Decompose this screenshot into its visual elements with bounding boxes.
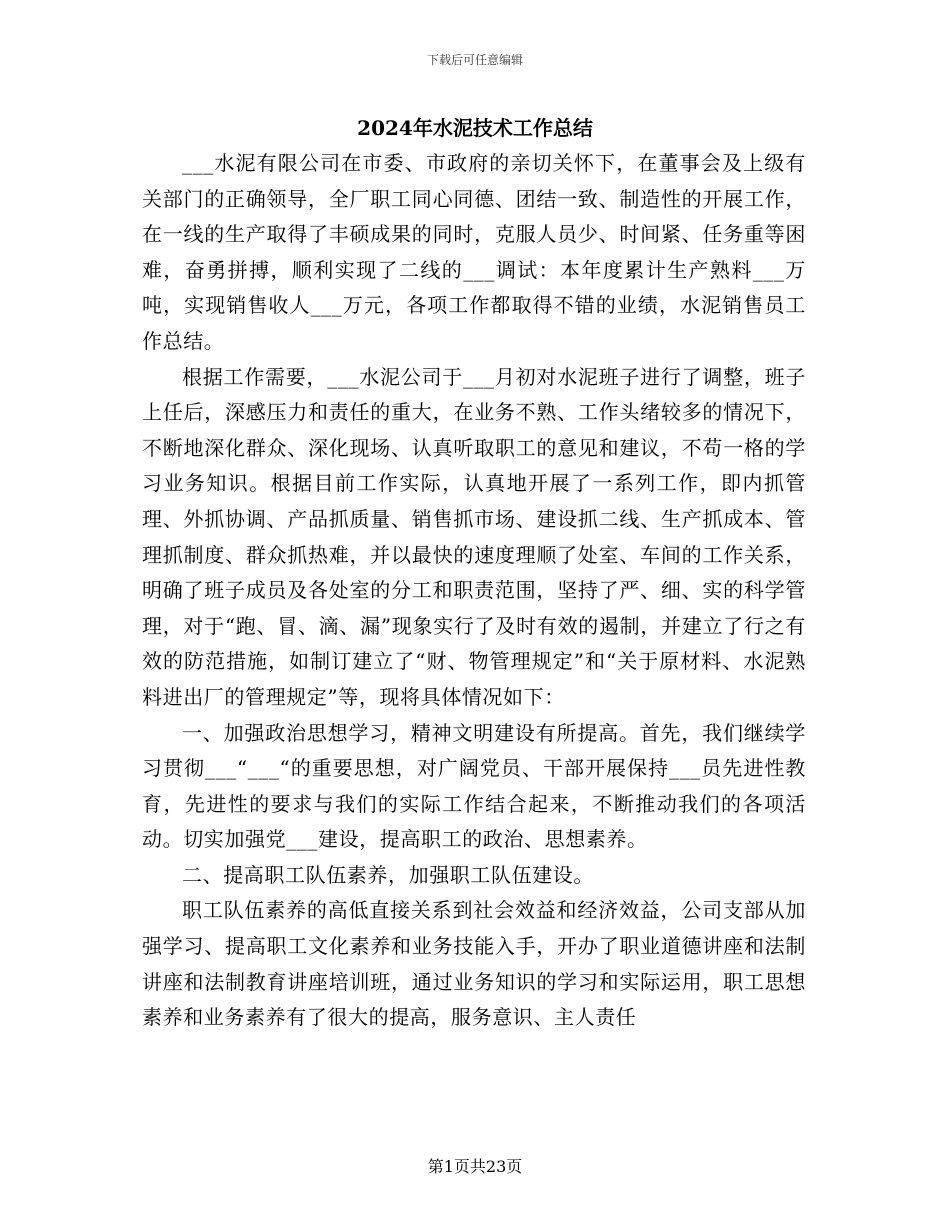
paragraph-section-two-heading: 二、提高职工队伍素养，加强职工队伍建设。 bbox=[182, 862, 594, 887]
paragraph-intro: ___水泥有限公司在市委、市政府的亲切关怀下，在董事会及上级有关部门的正确领导，全厂职工同心同德、团结一致、制造性的开展工作，在一线的生产取得了丰硕成果的同时，克服人员少、时间紧、任务重等困难，奋勇拼搏，顺利实现了二线的___调试：本年度累计生产熟料___万吨，实现销售收人___万元，各项工作都取得不错的业绩，水泥销售员工作总结。 bbox=[142, 151, 806, 353]
document-title: 2024年水泥技术工作总结 bbox=[357, 116, 593, 140]
page-number-footer: 第1页共23页 bbox=[427, 1157, 523, 1176]
document-body bbox=[142, 146, 806, 1036]
page-header-note: 下载后可任意编辑 bbox=[426, 53, 523, 67]
paragraph-section-two-body: 职工队伍素养的高低直接关系到社会效益和经济效益，公司支部从加强学习、提高职工文化素养和业务技能入手，开办了职业道德讲座和法制讲座和法制教育讲座培训班，通过业务知识的学习和实际运用，职工思想素养和业务素养有了很大的提高，服务意识、主人责任 bbox=[142, 898, 806, 1030]
paragraph-section-one: 一、加强政治思想学习，精神文明建设有所提高。首先，我们继续学习贯彻___“___“的重要思想，对广阔党员、干部开展保持___员先进性教育，先进性的要求与我们的实际工作结合起来，不断推动我们的各项活动。切实加强党___建设，提高职工的政治、思想素养。 bbox=[142, 720, 806, 852]
paragraph-team-adjustment: 根据工作需要，___水泥公司于___月初对水泥班子进行了调整，班子上任后，深感压力和责任的重大，在业务不熟、工作头绪较多的情况下，不断地深化群众、深化现场、认真听取职工的意见和建议，不苟一格的学习业务知识。根据目前工作实际，认真地开展了一系列工作，即内抓管理、外抓协调、产品抓质量、销售抓市场、建设抓二线、生产抓成本、管理抓制度、群众抓热难，并以最快的速度理顺了处室、车间的工作关系，明确了班子成员及各处室的分工和职责范围，坚持了严、细、实的科学管理，对于“跑、冒、滴、漏”现象实行了及时有效的遏制，并建立了行之有效的防范措施，如制订建立了“财、物管理规定”和“关于原材料、水泥熟料进出厂的管理规定”等，现将具体情况如下： bbox=[142, 364, 806, 709]
